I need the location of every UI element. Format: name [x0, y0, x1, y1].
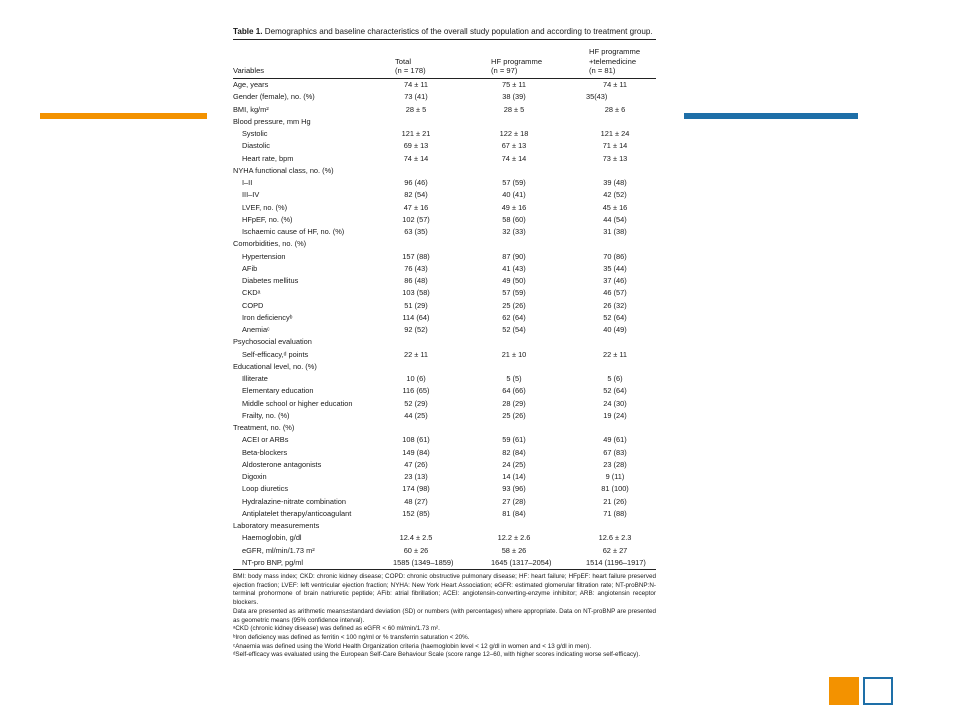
table-row: [233, 520, 656, 532]
cell-hf-programme: 28 (29): [502, 398, 526, 408]
table-row: [233, 434, 656, 446]
cell-total: 47 ± 16: [403, 202, 429, 212]
cell-total: 116 (65): [402, 386, 430, 396]
footnote: ᶜAnaemia was defined using the World Health Organization criteria (haemoglobin level < 12 g/dl in women and < 13 g/dl in men).: [233, 642, 592, 650]
cell-total: 22 ± 11: [403, 349, 429, 359]
blue-outline-square: [863, 677, 893, 705]
row-label: III–IV: [242, 190, 260, 200]
table-row: [233, 545, 656, 557]
row-label: Anemiaᶜ: [242, 325, 270, 334]
table-row: [233, 202, 656, 214]
cell-hf-programme: 40 (41): [502, 190, 526, 200]
cell-hf-telemedicine: 52 (64): [603, 312, 627, 322]
header-hf-programme: HF programme (n = 97): [491, 56, 543, 76]
cell-hf-telemedicine: 40 (49): [603, 325, 627, 334]
cell-total: 47 (26): [404, 459, 428, 469]
cell-total: 48 (27): [404, 496, 428, 506]
cell-total: 157 (88): [402, 251, 430, 261]
row-label: Haemoglobin, g/dl: [242, 533, 302, 543]
cell-total: 103 (58): [402, 288, 430, 298]
cell-total: 1585 (1349–1859): [393, 557, 454, 567]
cell-hf-programme: 93 (96): [502, 484, 526, 494]
footnote: ᵃCKD (chronic kidney disease) was defined as eGFR < 60 ml/min/1.73 m².: [233, 625, 440, 633]
row-label: Self-efficacy,ᵈ points: [242, 349, 309, 359]
row-label: Blood pressure, mm Hg: [233, 116, 311, 126]
cell-total: 69 ± 13: [403, 141, 429, 151]
cell-total: 82 (54): [404, 190, 428, 200]
table-label: Table 1.: [233, 27, 263, 36]
cell-hf-programme: 1645 (1317–2054): [491, 557, 552, 567]
row-label: Hydralazine-nitrate combination: [242, 496, 346, 506]
header-hf-telemedicine: HF programme +telemedicine (n = 81): [589, 47, 641, 76]
row-label: Psychosocial evaluation: [233, 337, 312, 347]
row-label: Laboratory measurements: [233, 521, 320, 530]
row-label: Elementary education: [242, 386, 314, 396]
cell-hf-telemedicine: 42 (52): [603, 190, 627, 200]
cell-hf-telemedicine: 74 ± 11: [602, 80, 628, 89]
table-row: [233, 447, 656, 459]
cell-total: 174 (98): [402, 484, 430, 494]
table-row: [233, 128, 656, 140]
cell-hf-programme: 25 (26): [502, 300, 526, 310]
cell-hf-telemedicine: 35 (44): [603, 263, 627, 273]
cell-hf-programme: 38 (39): [502, 92, 526, 102]
cell-total: 74 ± 14: [403, 153, 429, 163]
row-label: Treatment, no. (%): [233, 423, 295, 432]
table-row: [233, 226, 656, 238]
table-row: [233, 336, 656, 348]
table-row: [233, 91, 656, 103]
row-label: Educational level, no. (%): [233, 361, 317, 371]
orange-corner-square: [829, 677, 859, 705]
cell-total: 74 ± 11: [403, 80, 429, 89]
cell-hf-programme: 28 ± 5: [503, 104, 525, 114]
cell-hf-programme: 12.2 ± 2.6: [497, 533, 531, 543]
table-row: [233, 312, 656, 324]
row-label: Antiplatelet therapy/anticoagulant: [242, 508, 352, 518]
cell-hf-telemedicine: 45 ± 16: [602, 202, 628, 212]
table-caption: [233, 26, 656, 39]
table-row: [233, 116, 656, 128]
cell-total: 60 ± 26: [403, 545, 429, 555]
cell-hf-telemedicine: 49 (61): [603, 435, 627, 445]
table-row: [233, 79, 656, 91]
cell-hf-programme: 49 (50): [502, 276, 526, 285]
table-row: [233, 483, 656, 495]
row-label: Heart rate, bpm: [242, 153, 294, 163]
table-footnotes: [233, 570, 656, 660]
table-row: [233, 177, 656, 189]
header-variables: Variables: [233, 66, 265, 76]
table-row: [233, 459, 656, 471]
row-label: AFib: [242, 263, 258, 273]
cell-total: 44 (25): [404, 410, 428, 420]
cell-hf-programme: 58 ± 26: [501, 545, 527, 555]
cell-total: 108 (61): [402, 435, 430, 445]
cell-total: 10 (6): [406, 374, 426, 383]
cell-total: 92 (52): [404, 325, 428, 334]
table-row: [233, 165, 656, 177]
row-label: Gender (female), no. (%): [233, 92, 315, 102]
table-row: [233, 471, 656, 483]
cell-hf-telemedicine: 9 (11): [605, 472, 625, 481]
cell-hf-telemedicine: 62 ± 27: [602, 545, 628, 555]
row-label: BMI, kg/m²: [233, 104, 269, 114]
cell-total: 73 (41): [404, 92, 428, 102]
cell-hf-telemedicine: 70 (86): [603, 251, 627, 261]
row-label: Frailty, no. (%): [242, 410, 290, 420]
table-row: [233, 557, 656, 569]
row-label: ACEI or ARBs: [242, 435, 289, 445]
table-row: [233, 189, 656, 201]
cell-total: 23 (13): [404, 472, 428, 481]
row-label: NT-pro BNP, pg/ml: [242, 557, 304, 567]
row-label: Diabetes mellitus: [242, 276, 299, 285]
row-label: Illiterate: [242, 374, 268, 383]
cell-total: 28 ± 5: [405, 104, 427, 114]
cell-hf-telemedicine: 19 (24): [603, 410, 627, 420]
cell-hf-telemedicine: 1514 (1196–1917): [586, 557, 646, 567]
cell-hf-telemedicine: 44 (54): [603, 214, 627, 224]
cell-hf-telemedicine: 28 ± 6: [604, 104, 626, 114]
cell-hf-telemedicine: 46 (57): [603, 288, 627, 298]
table-row: [233, 263, 656, 275]
footnote: ᵈSelf-efficacy was evaluated using the European Self-Care Behaviour Scale (score range 12–60, with higher scores indicating worse self-efficacy).: [233, 651, 641, 659]
table-row: [233, 398, 656, 410]
row-label: Ischaemic cause of HF, no. (%): [242, 227, 345, 236]
row-label: NYHA functional class, no. (%): [233, 165, 334, 175]
cell-hf-programme: 122 ± 18: [499, 129, 529, 138]
table-row: [233, 287, 656, 299]
cell-total: 52 (29): [404, 398, 428, 408]
cell-hf-telemedicine: 23 (28): [603, 459, 627, 469]
table-row: [233, 410, 656, 422]
table-document: [233, 26, 656, 660]
table-row: [233, 300, 656, 312]
cell-hf-programme: 49 ± 16: [501, 202, 527, 212]
cell-hf-programme: 82 (84): [502, 447, 526, 457]
cell-hf-programme: 74 ± 14: [501, 153, 527, 163]
table-row: [233, 275, 656, 287]
cell-hf-programme: 67 ± 13: [501, 141, 527, 151]
cell-hf-telemedicine: 52 (64): [603, 386, 627, 396]
cell-hf-programme: 64 (66): [502, 386, 526, 396]
cell-total: 149 (84): [402, 447, 430, 457]
row-label: Loop diuretics: [242, 484, 289, 494]
table-title: Demographics and baseline characteristics of the overall study population and according to treatment group.: [262, 27, 653, 36]
cell-hf-programme: 5 (5): [506, 374, 522, 383]
cell-total: 86 (48): [404, 276, 428, 285]
row-label: Iron deficiencyᵇ: [242, 312, 293, 322]
table-row: [233, 238, 656, 250]
cell-total: 121 ± 21: [401, 129, 431, 138]
footnote: Data are presented as arithmetic means±standard deviation (SD) or numbers (with percentages) where appropriate. Data on NT-proBNP are presented as geometric means (95% confidence interval).: [233, 607, 656, 624]
header-total: Total (n = 178): [395, 56, 426, 76]
table-row: [233, 140, 656, 152]
cell-hf-telemedicine: 26 (32): [603, 300, 627, 310]
cell-hf-programme: 87 (90): [502, 251, 526, 261]
row-label: Comorbidities, no. (%): [233, 239, 307, 249]
cell-hf-programme: 27 (28): [502, 496, 526, 506]
cell-total: 114 (64): [402, 312, 430, 322]
cell-total: 51 (29): [404, 300, 428, 310]
row-label: Systolic: [242, 129, 268, 138]
table-row: [233, 496, 656, 508]
cell-hf-telemedicine: 5 (6): [607, 374, 623, 383]
cell-hf-programme: 52 (54): [502, 325, 526, 334]
cell-hf-programme: 41 (43): [502, 263, 526, 273]
row-label: COPD: [242, 300, 264, 310]
cell-hf-telemedicine: 37 (46): [603, 276, 627, 285]
cell-hf-telemedicine: 24 (30): [603, 398, 627, 408]
cell-hf-telemedicine: 31 (38): [603, 227, 627, 236]
cell-hf-telemedicine: 39 (48): [603, 178, 627, 187]
cell-total: 63 (35): [404, 227, 428, 236]
row-label: LVEF, no. (%): [242, 202, 288, 212]
row-label: Diastolic: [242, 141, 270, 151]
cell-hf-programme: 81 (84): [502, 508, 526, 518]
cell-total: 152 (85): [402, 508, 430, 518]
cell-hf-programme: 32 (33): [502, 227, 526, 236]
cell-hf-telemedicine: 67 (83): [603, 447, 627, 457]
cell-hf-programme: 75 ± 11: [501, 80, 527, 89]
row-label: Age, years: [233, 80, 269, 89]
cell-hf-programme: 59 (61): [502, 435, 526, 445]
cell-hf-programme: 25 (26): [502, 410, 526, 420]
cell-hf-telemedicine: 22 ± 11: [602, 349, 628, 359]
orange-accent-bar: [40, 113, 207, 119]
row-label: Digoxin: [242, 472, 267, 481]
table-row: [233, 532, 656, 544]
table-row: [233, 361, 656, 373]
table-row: [233, 508, 656, 520]
cell-total: 96 (46): [404, 178, 428, 187]
table-row: [233, 373, 656, 385]
cell-total: 12.4 ± 2.5: [399, 533, 433, 543]
table-row: [233, 104, 656, 116]
cell-hf-programme: 58 (60): [502, 214, 526, 224]
cell-hf-telemedicine: 73 ± 13: [602, 153, 628, 163]
table-row: [233, 422, 656, 434]
table-row: [233, 349, 656, 361]
table-body: [233, 79, 656, 569]
table-row: [233, 251, 656, 263]
cell-hf-telemedicine: 12.6 ± 2.3: [598, 533, 632, 543]
row-label: HFpEF, no. (%): [242, 214, 293, 224]
cell-hf-programme: 57 (59): [502, 288, 526, 298]
cell-hf-telemedicine: 71 (88): [603, 508, 627, 518]
cell-hf-telemedicine: 21 (26): [603, 496, 627, 506]
table-row: [233, 153, 656, 165]
row-label: Aldosterone antagonists: [242, 459, 322, 469]
table-row: [233, 214, 656, 226]
cell-hf-programme: 57 (59): [502, 178, 526, 187]
row-label: eGFR, ml/min/1.73 m²: [242, 545, 315, 555]
cell-hf-telemedicine: 71 ± 14: [602, 141, 628, 151]
cell-hf-telemedicine: 121 ± 24: [600, 129, 630, 138]
row-label: Beta-blockers: [242, 447, 288, 457]
blue-accent-bar: [684, 113, 858, 119]
table-row: [233, 385, 656, 397]
row-label: CKDᵃ: [242, 288, 261, 298]
cell-hf-programme: 62 (64): [502, 312, 526, 322]
cell-total: 102 (57): [402, 214, 430, 224]
row-label: I–II: [242, 178, 253, 187]
cell-hf-telemedicine: 35(43): [586, 92, 608, 102]
cell-hf-programme: 14 (14): [502, 472, 526, 481]
row-label: Hypertension: [242, 251, 286, 261]
footnote: BMI: body mass index; CKD: chronic kidney disease; COPD: chronic obstructive pulmonary disease; HF: heart failure; HFpEF: heart failure preserved ejection fraction; LVEF: left ventricular ejection fraction; NYHA: New York Heart Association; eGFR: estimated glomerular filtration rate; NT-proBNP:N-terminal prohormone of brain natriuretic peptide; AFib: atrial fibrillation; ACEI: angiotensin-converting-enzyme inhibitor; ARB: angiotensin receptor blockers.: [233, 573, 656, 607]
footnote: ᵇIron deficiency was defined as ferritin < 100 ng/ml or % transferrin saturation < 20%.: [233, 633, 470, 641]
cell-hf-telemedicine: 81 (100): [601, 484, 629, 494]
row-label: Middle school or higher education: [242, 398, 353, 408]
cell-hf-programme: 21 ± 10: [501, 349, 527, 359]
table-row: [233, 324, 656, 336]
cell-total: 76 (43): [404, 263, 428, 273]
cell-hf-programme: 24 (25): [502, 459, 526, 469]
table-header: [233, 40, 656, 78]
